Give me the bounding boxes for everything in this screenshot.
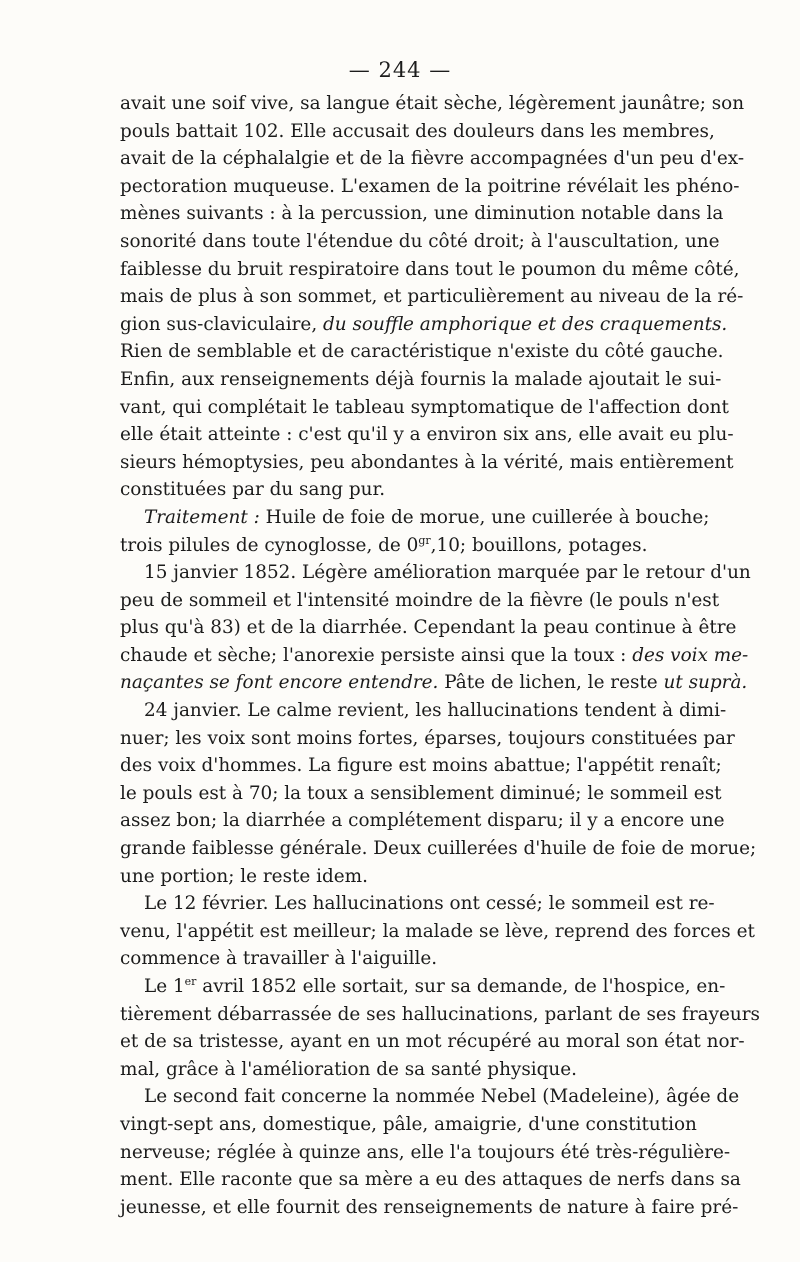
italic-text: naçantes se font encore entendre. <box>120 672 439 694</box>
line-text: mal, grâce à l'amélioration de sa santé physique. <box>120 1058 577 1080</box>
text-line <box>120 945 682 973</box>
text-line <box>120 1139 731 1167</box>
line-text: sieurs hémoptysies, peu abondantes à la vérité, mais entièrement <box>120 451 734 473</box>
text-line <box>120 1111 697 1139</box>
italic-text: Traitement : <box>144 506 260 528</box>
text-line <box>120 918 755 946</box>
text-line <box>120 697 727 725</box>
text-line <box>120 200 724 228</box>
line-text: Le 12 février. Les hallucinations ont cessé; le sommeil est re- <box>144 893 715 915</box>
line-text: nerveuse; réglée à quinze ans, elle l'a toujours été très-régulière- <box>120 1141 731 1163</box>
line-text: commence à travailler à l'aiguille. <box>120 948 438 970</box>
line-text: gion sus-claviculaire, <box>120 313 324 335</box>
line-text: le pouls est à 70; la toux a sensiblement diminué; le sommeil est <box>120 782 722 804</box>
line-text: chaude et sèche; l'anorexie persiste ainsi que la toux : <box>120 644 633 666</box>
text-line <box>120 807 725 835</box>
text-line <box>120 338 724 366</box>
line-text: sonorité dans toute l'étendue du côté droit; à l'auscultation, une <box>120 230 720 252</box>
text-line <box>120 366 722 394</box>
line-text: ment. Elle raconte que sa mère a eu des attaques de nerfs dans sa <box>120 1169 741 1191</box>
text-line <box>120 228 720 256</box>
italic-text: du souffle amphorique et des craquements. <box>323 313 728 335</box>
text-line <box>120 256 740 284</box>
line-text: Pâte de lichen, le reste <box>438 672 664 694</box>
page-number: — 244 — <box>348 58 452 82</box>
text-line <box>120 532 682 560</box>
line-text: Le second fait concerne la nommée Nebel (Madeleine), âgée de <box>144 1086 740 1108</box>
text-line <box>120 449 734 477</box>
text-line <box>120 90 745 118</box>
text-line <box>120 1056 682 1084</box>
line-text: peu de sommeil et l'intensité moindre de la fièvre (le pouls n'est <box>120 589 720 611</box>
line-text: vant, qui complétait le tableau symptomatique de l'affection dont <box>120 396 729 418</box>
line-text: venu, l'appétit est meilleur; la malade se lève, reprend des forces et <box>120 920 755 942</box>
line-text: 15 janvier 1852. Légère amélioration marquée par le retour d'un <box>144 562 751 584</box>
text-line <box>120 890 715 918</box>
text-line <box>120 614 737 642</box>
italic-text: ut suprà. <box>663 672 748 694</box>
text-line <box>120 311 728 339</box>
line-text: elle était atteinte : c'est qu'il y a environ six ans, elle avait eu plu- <box>120 424 734 446</box>
line-text: trois pilules de cynoglosse, de 0 <box>120 534 419 556</box>
text-line <box>120 1166 741 1194</box>
line-text: constituées par du sang pur. <box>120 479 386 501</box>
body-text <box>120 90 760 1221</box>
text-line <box>120 863 682 891</box>
text-line <box>120 669 748 697</box>
text-line <box>120 587 720 615</box>
text-line <box>120 973 726 1001</box>
text-line <box>120 283 744 311</box>
text-line <box>120 394 729 422</box>
line-text: tièrement débarrassée de ses hallucinations, parlant de ses frayeurs <box>120 1003 760 1025</box>
line-text: vingt-sept ans, domestique, pâle, amaigrie, d'une constitution <box>120 1113 697 1135</box>
text-line <box>120 1194 739 1222</box>
text-line <box>120 504 710 532</box>
text-line <box>120 752 722 780</box>
text-line <box>120 725 735 753</box>
line-text: et de sa tristesse, ayant en un mot récupéré au moral son état nor- <box>120 1031 745 1053</box>
text-line <box>120 173 740 201</box>
line-text: une portion; le reste idem. <box>120 865 368 887</box>
text-line <box>120 476 682 504</box>
line-text: ,10; bouillons, potages. <box>430 534 648 556</box>
text-line <box>120 421 734 449</box>
line-text: mais de plus à son sommet, et particulièrement au niveau de la ré- <box>120 286 744 308</box>
line-text: mènes suivants : à la percussion, une diminution notable dans la <box>120 203 724 225</box>
line-text: avril 1852 elle sortait, sur sa demande, de l'hospice, en- <box>196 976 726 997</box>
line-text: Le 1 <box>144 976 185 997</box>
text-line <box>120 642 749 670</box>
text-line <box>120 1028 745 1056</box>
text-line <box>120 145 745 173</box>
italic-text: des voix me- <box>632 644 749 666</box>
line-text: grande faiblesse générale. Deux cuillerées d'huile de foie de morue; <box>120 838 757 860</box>
text-line <box>120 559 751 587</box>
line-text: 24 janvier. Le calme revient, les hallucinations tendent à dimi- <box>144 700 727 722</box>
text-line <box>120 1001 760 1029</box>
line-text: jeunesse, et elle fournit des renseignements de nature à faire pré- <box>120 1196 739 1218</box>
line-text: avait de la céphalalgie et de la fièvre accompagnées d'un peu d'ex- <box>120 148 745 170</box>
line-text: assez bon; la diarrhée a complétement disparu; il y a encore une <box>120 810 725 832</box>
line-text: des voix d'hommes. La figure est moins abattue; l'appétit renaît; <box>120 755 722 777</box>
line-text: Rien de semblable et de caractéristique n'existe du côté gauche. <box>120 341 724 363</box>
superscript: gr <box>418 533 431 547</box>
text-line <box>120 1083 740 1111</box>
text-line <box>120 835 757 863</box>
line-text: Huile de foie de morue, une cuillerée à bouche; <box>259 506 710 528</box>
line-text: avait une soif vive, sa langue était sèche, légèrement jaunâtre; son <box>120 93 745 114</box>
superscript: er <box>184 974 197 988</box>
line-text: Enfin, aux renseignements déjà fournis la malade ajoutait le sui- <box>120 368 722 390</box>
line-text: nuer; les voix sont moins fortes, éparses, toujours constituées par <box>120 727 735 749</box>
line-text: pectoration muqueuse. L'examen de la poitrine révélait les phéno- <box>120 175 740 197</box>
line-text: plus qu'à 83) et de la diarrhée. Cependant la peau continue à être <box>120 617 737 639</box>
text-line <box>120 118 715 146</box>
line-text: pouls battait 102. Elle accusait des douleurs dans les membres, <box>120 120 715 142</box>
line-text: faiblesse du bruit respiratoire dans tout le poumon du même côté, <box>120 258 740 280</box>
text-line <box>120 780 722 808</box>
